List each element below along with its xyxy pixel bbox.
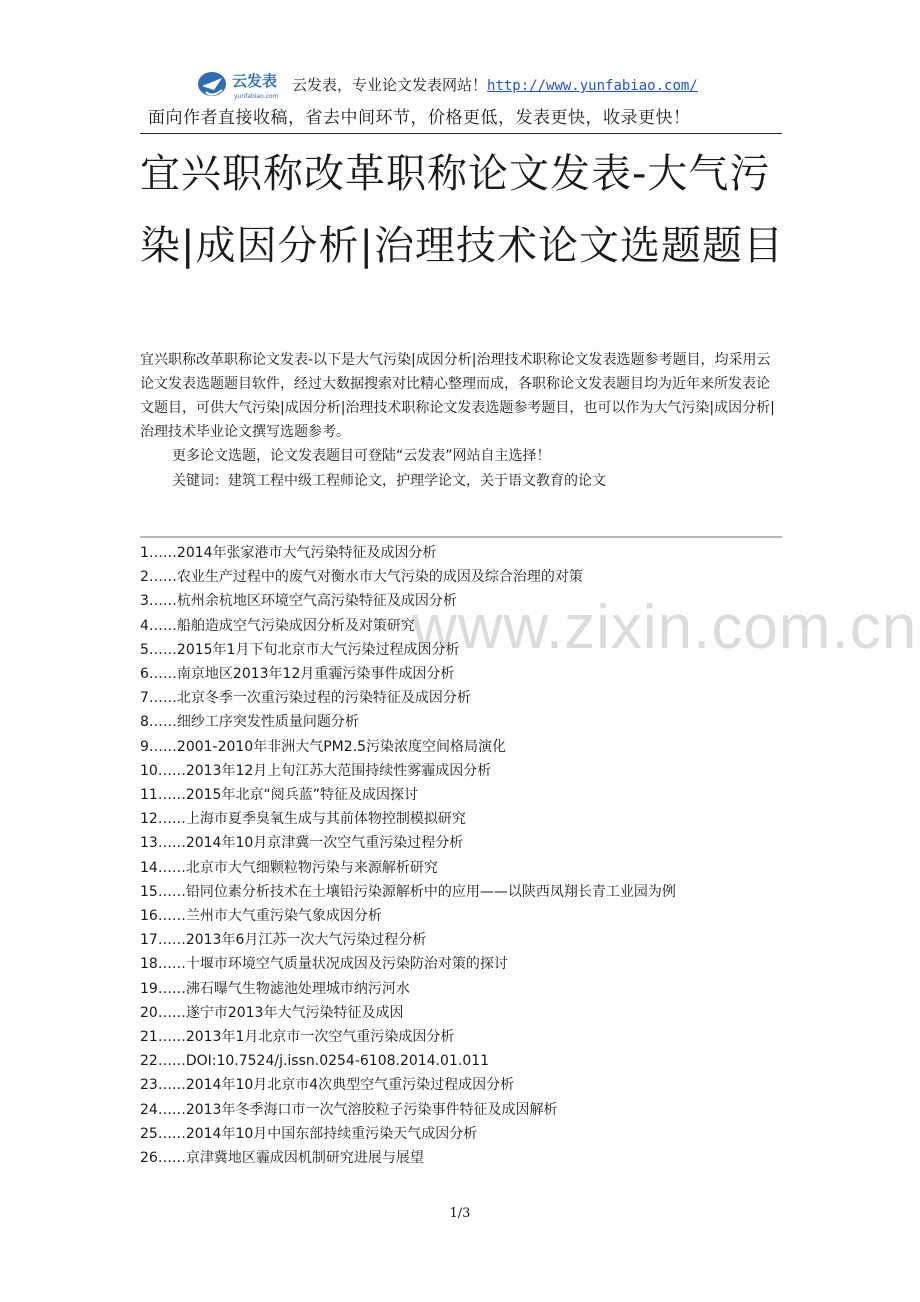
header-banner [292,74,698,97]
list-item: 24……2013年冬季海口市一次气溶胶粒子污染事件特征及成因解析 [140,1101,558,1118]
list-item: 10……2013年12月上旬江苏大范围持续性雾霾成因分析 [140,762,492,779]
list-item: 13……2014年10月京津冀一次空气重污染过程分析 [140,835,464,852]
list-item: 25……2014年10月中国东部持续重污染天气成因分析 [140,1125,478,1142]
site-url-link[interactable]: http://www.yunfabiao.com/ [487,78,698,94]
header-divider [140,133,782,134]
list-item: 17……2013年6月江苏一次大气污染过程分析 [140,932,427,949]
list-item: 2……农业生产过程中的废气对衡水市大气污染的成因及综合治理的对策 [140,569,583,586]
topic-list [140,541,782,1170]
list-item: 3……杭州余杭地区环境空气高污染特征及成因分析 [140,593,457,610]
list-divider [140,536,782,538]
list-item: 5……2015年1月下旬北京市大气污染过程成因分析 [140,641,460,658]
site-slogan: 云发表，专业论文发表网站！ [292,76,488,94]
site-logo[interactable] [196,68,288,104]
list-item: 22……DOI:10.7524/j.issn.0254-6108.2014.01.011 [140,1053,490,1070]
cloud-plane-icon [198,72,226,96]
page-number: 1/3 [449,1206,471,1221]
more-topics-note: 更多论文选题，论文发表题目可登陆“云发表”网站自主选择！ [172,448,551,464]
list-item: 9……2001-2010年非洲大气PM2.5污染浓度空间格局演化 [140,738,507,755]
watermark: www.zixin.com.cn [412,593,918,662]
intro-paragraph: 宜兴职称改革职称论文发表-以下是大气污染|成因分析|治理技术职称论文发表选题参考题目，均采用云论文发表选题题目软件，经过大数据搜索对比精心整理而成，各职称论文发表题目均为近年来所发表论文题目，可供大气污染|成因分析|治理技术职称论文发表选题参考题目，也可以作为大气污染|成因分析|治理技术毕业论文撰写选题参考。 [140,352,775,440]
keywords-line: 关键词：建筑工程中级工程师论文，护理学论文，关于语文教育的论文 [172,473,606,489]
list-item: 23……2014年10月北京市4次典型空气重污染过程成因分析 [140,1077,515,1094]
list-item: 20……遂宁市2013年大气污染特征及成因 [140,1004,404,1021]
list-item: 21……2013年1月北京市一次空气重污染成因分析 [140,1029,455,1046]
list-item: 18……十堰市环境空气质量状况成因及污染防治对策的探讨 [140,956,508,973]
list-item: 6……南京地区2013年12月重霾污染事件成因分析 [140,666,455,683]
list-item: 8……细纱工序突发性质量问题分析 [140,714,359,731]
list-item: 15……铅同位素分析技术在土壤铅污染源解析中的应用——以陕西凤翔长青工业园为例 [140,883,676,900]
list-item: 19……沸石曝气生物滤池处理城市纳污河水 [140,980,410,997]
list-item: 12……上海市夏季臭氧生成与其前体物控制模拟研究 [140,811,466,828]
list-item: 14……北京市大气细颗粒物污染与来源解析研究 [140,859,438,876]
list-item: 11……2015年北京“阅兵蓝”特征及成因探讨 [140,787,418,804]
list-item: 26……京津冀地区霾成因机制研究进展与展望 [140,1150,424,1167]
logo-text: 云发表 [232,72,278,90]
logo-subtext: yunfabiao.com [234,93,279,100]
list-item: 16……兰州市大气重污染气象成因分析 [140,908,382,925]
list-item: 1……2014年张家港市大气污染特征及成因分析 [140,545,437,561]
tagline: 面向作者直接收稿，省去中间环节，价格更低，发表更快，收录更快！ [148,108,691,128]
list-item: 4……船舶造成空气污染成因分析及对策研究 [140,617,415,634]
document-title: 宜兴职称改革职称论文发表-大气污染|成因分析|治理技术论文选题题目 [140,151,784,269]
list-item: 7……北京冬季一次重污染过程的污染特征及成因分析 [140,690,471,707]
